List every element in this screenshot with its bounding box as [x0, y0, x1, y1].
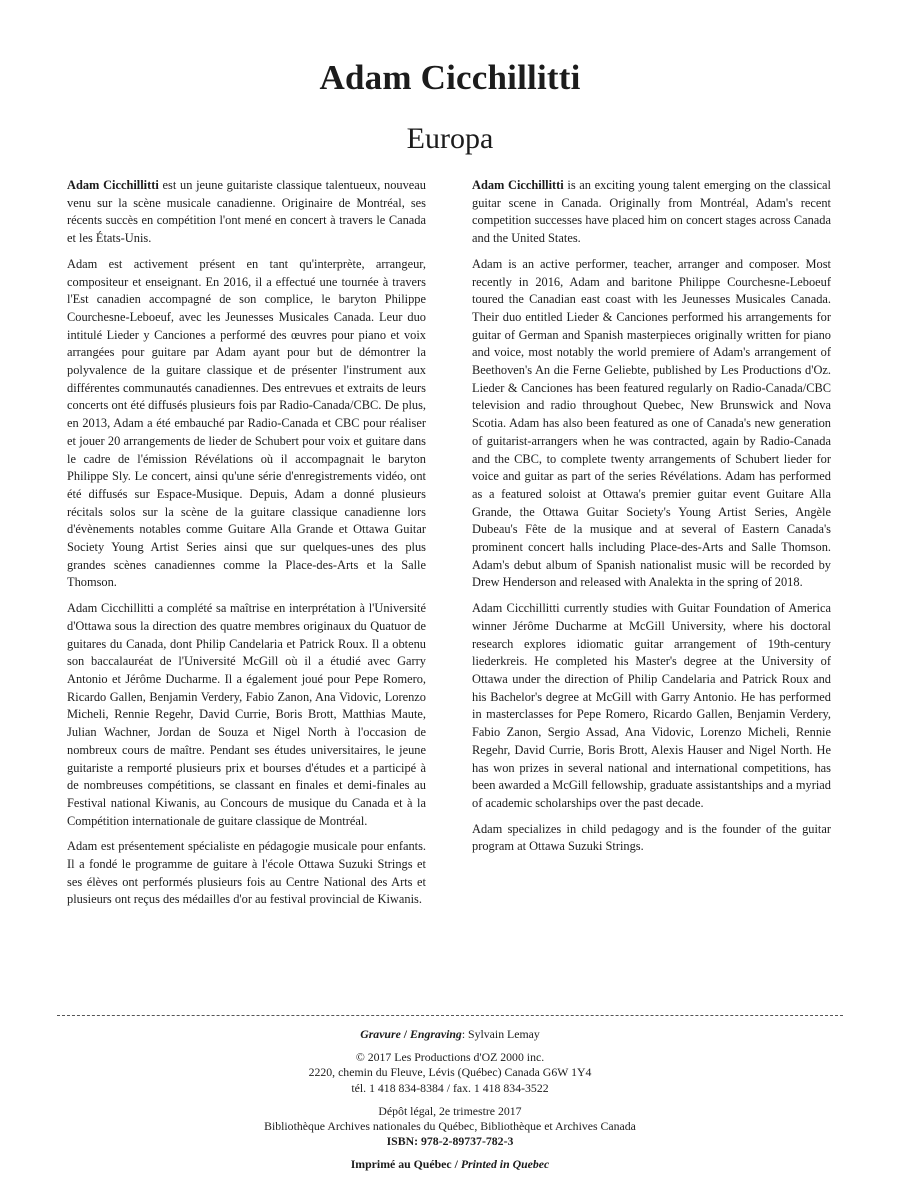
printed-en: Printed in Quebec: [460, 1157, 550, 1172]
english-artist-name: Adam Cicchillitti: [472, 178, 564, 192]
english-paragraph-1-text: is an exciting young talent emerging on the classical guitar scene in Canada. Originally from Montréal, Adam's recent competition successes have placed him on concert stages across Canada and the United States.: [472, 178, 831, 246]
publisher-phone: tél. 1 418 834-8384 / fax. 1 418 834-3522: [351, 1080, 549, 1095]
french-paragraph-1: [67, 177, 426, 248]
printed-in: [0, 1157, 900, 1172]
page-title: Adam Cicchillitti: [319, 58, 581, 97]
isbn-text: ISBN: 978-2-89737-782-3: [386, 1134, 514, 1149]
footer-divider: [57, 1015, 843, 1016]
engraving-value: : Sylvain Lemay: [461, 1027, 540, 1041]
copyright-line: © 2017 Les Productions d'OZ 2000 inc.: [355, 1050, 545, 1065]
legal-deposit: Dépôt légal, 2e trimestre 2017: [378, 1103, 522, 1118]
engraving-credit: [0, 1027, 900, 1042]
english-paragraph-3: Adam Cicchillitti currently studies with Guitar Foundation of America winner Jérôme Ducharme at McGill University, where his doctoral research explores idiomatic guitar arrangement of 19th-century liederkreis. He completed his Master's degree at the University of Ottawa under the direction of Philip Candelaria and Patrick Roux and his Bachelor's degree at McGill with Garry Antonio. He has performed in masterclasses for Pepe Romero, Ricardo Gallen, Benjamin Verdery, Fabio Zanon, Sergio Assad, Ana Vidovic, Lorenzo Micheli, Rennie Regehr, David Currie, Boris Brott, Alexis Hauser and Nigel North. He has won prizes in several national and international competitions, has been awarded a McGill fellowship, graduate assistantships and a myriad of academic scholarships over the past decade.: [472, 601, 831, 810]
english-paragraph-2: Adam is an active performer, teacher, arranger and composer. Most recently in 2016, Adam and baritone Philippe Courchesne-Leboeuf toured the Canadian east coast with les Jeunesses Musicales Canada. Their duo entitled Lieder & Canciones performed his arrangements for guitar of German and Spanish masterpieces originally written for piano and voice, most notably the world premiere of Adam's arrangement of Beethoven's An die Ferne Geliebte, published by Les Productions d'Oz. Lieder & Canciones has been featured regularly on Radio-Canada/CBC television and radio throughout Quebec, New Brunswick and Nova Scotia. Adam has also been featured as one of Canada's new generation of guitarist-arrangers when he was contracted, again by Radio-Canada and the CBC, to complete twenty arrangements of Schubert lieder for voice and guitar as part of the series Révélations. Adam has performed as a featured soloist at Ottawa's premier guitar event Guitare Alla Grande, the Ottawa Guitar Society's Young Artist Series, Angèle Dubeau's Fête de la musique and at several of Eastern Canada's prominent concert halls including Place-des-Arts and Salle Thomson. Adam's debut album of Spanish nationalist music will be recorded by Drew Henderson and released with Analekta in the spring of 2018.: [472, 256, 831, 590]
colophon: [0, 1027, 900, 1173]
page-subtitle: Europa: [406, 122, 494, 155]
english-paragraph-1: [472, 177, 831, 248]
english-column: [472, 177, 831, 864]
printed-separator: /: [451, 1157, 461, 1172]
publisher-address: 2220, chemin du Fleuve, Lévis (Québec) Canada G6W 1Y4: [308, 1065, 592, 1080]
library-archives: Bibliothèque Archives nationales du Québec, Bibliothèque et Archives Canada: [264, 1119, 636, 1134]
isbn: [0, 1134, 900, 1149]
french-artist-name: Adam Cicchillitti: [67, 178, 159, 192]
french-paragraph-2: Adam est activement présent en tant qu'interprète, arrangeur, compositeur et enseignant. En 2016, il a effectué une tournée à travers l'Est canadien accompagné de son complice, le baryton Philippe Courchesne-Leboeuf, avec les Jeunesses Musicales Canada. Leur duo intitulé Lieder y Canciones a performé des œuvres pour piano et voix arrangées pour guitare par Adam ayant pour but de démontrer la polyvalence de la guitare classique et de présenter l'instrument aux différentes communautés canadiennes. Des entrevues et extraits de leurs concerts ont été diffusés plusieurs fois par Radio-Canada/CBC. De plus, en 2013, Adam a été embauché par Radio-Canada et CBC pour réaliser et jouer 20 arrangements de lieder de Schubert pour voix et guitare dans le cadre de l'émission Révélations où il accompagnait le baryton Philippe Sly. Le concert, ainsi qu'une série d'enregistrements vidéo, ont été diffusés sur Espace-Musique. Depuis, Adam a donné plusieurs récitals solos sur la scène de la guitare classique canadienne lors d'évènements notables comme Guitare Alla Grande et Ottawa Guitar Society Young Artist Series ainsi que sur quelques-unes des plus grandes scènes canadiennes comme la Place-des-Arts et la Salle Thomson.: [67, 256, 426, 590]
english-paragraph-4: Adam specializes in child pedagogy and is the founder of the guitar program at Ottawa Suzuki Strings.: [472, 821, 831, 854]
french-paragraph-1-text: est un jeune guitariste classique talentueux, nouveau venu sur la scène musicale canadienne. Originaire de Montréal, ses récents succès en compétition l'ont mené en concert à travers le Canada et les États-Unis.: [67, 178, 426, 246]
french-column: [67, 177, 426, 917]
french-paragraph-4: Adam est présentement spécialiste en pédagogie musicale pour enfants. Il a fondé le programme de guitare à l'école Ottawa Suzuki Strings et ses élèves ont performés plusieurs fois au Centre National des Arts et plusieurs ont reçus des médailles d'or au festival provincial de Kiwanis.: [67, 839, 426, 907]
french-paragraph-3: Adam Cicchillitti a complété sa maîtrise en interprétation à l'Université d'Ottawa sous la direction des quatre membres originaux du Quatuor de guitares du Canada, dont Philip Candelaria et Patrick Roux. Il a obtenu son baccalauréat de l'Université McGill où il a étudié avec Garry Antonio et Jérôme Ducharme. Il a également joué pour Pepe Romero, Ricardo Gallen, Benjamin Verdery, Fabio Zanon, Ana Vidovic, Lorenzo Micheli, Rennie Regehr, David Currie, Boris Brott, Matthias Maute, Julian Wachner, Jordan de Souza et Nigel North à l'occasion de nombreux cours de maître. Pendant ses études universitaires, le jeune guitariste a remporté plusieurs prix et bourses d'études et a participé à de nombreuses compétitions, se classant en finales et demi-finales au Festival national Kiwanis, au Concours de musique du Canada et à la Compétition internationale de guitare classique de Montréal.: [67, 601, 426, 828]
engraving-label-en: Engraving: [410, 1027, 462, 1041]
engraving-separator: /: [400, 1027, 411, 1041]
printed-fr: Imprimé au Québec: [350, 1157, 452, 1172]
engraving-label-fr: Gravure: [360, 1027, 401, 1041]
